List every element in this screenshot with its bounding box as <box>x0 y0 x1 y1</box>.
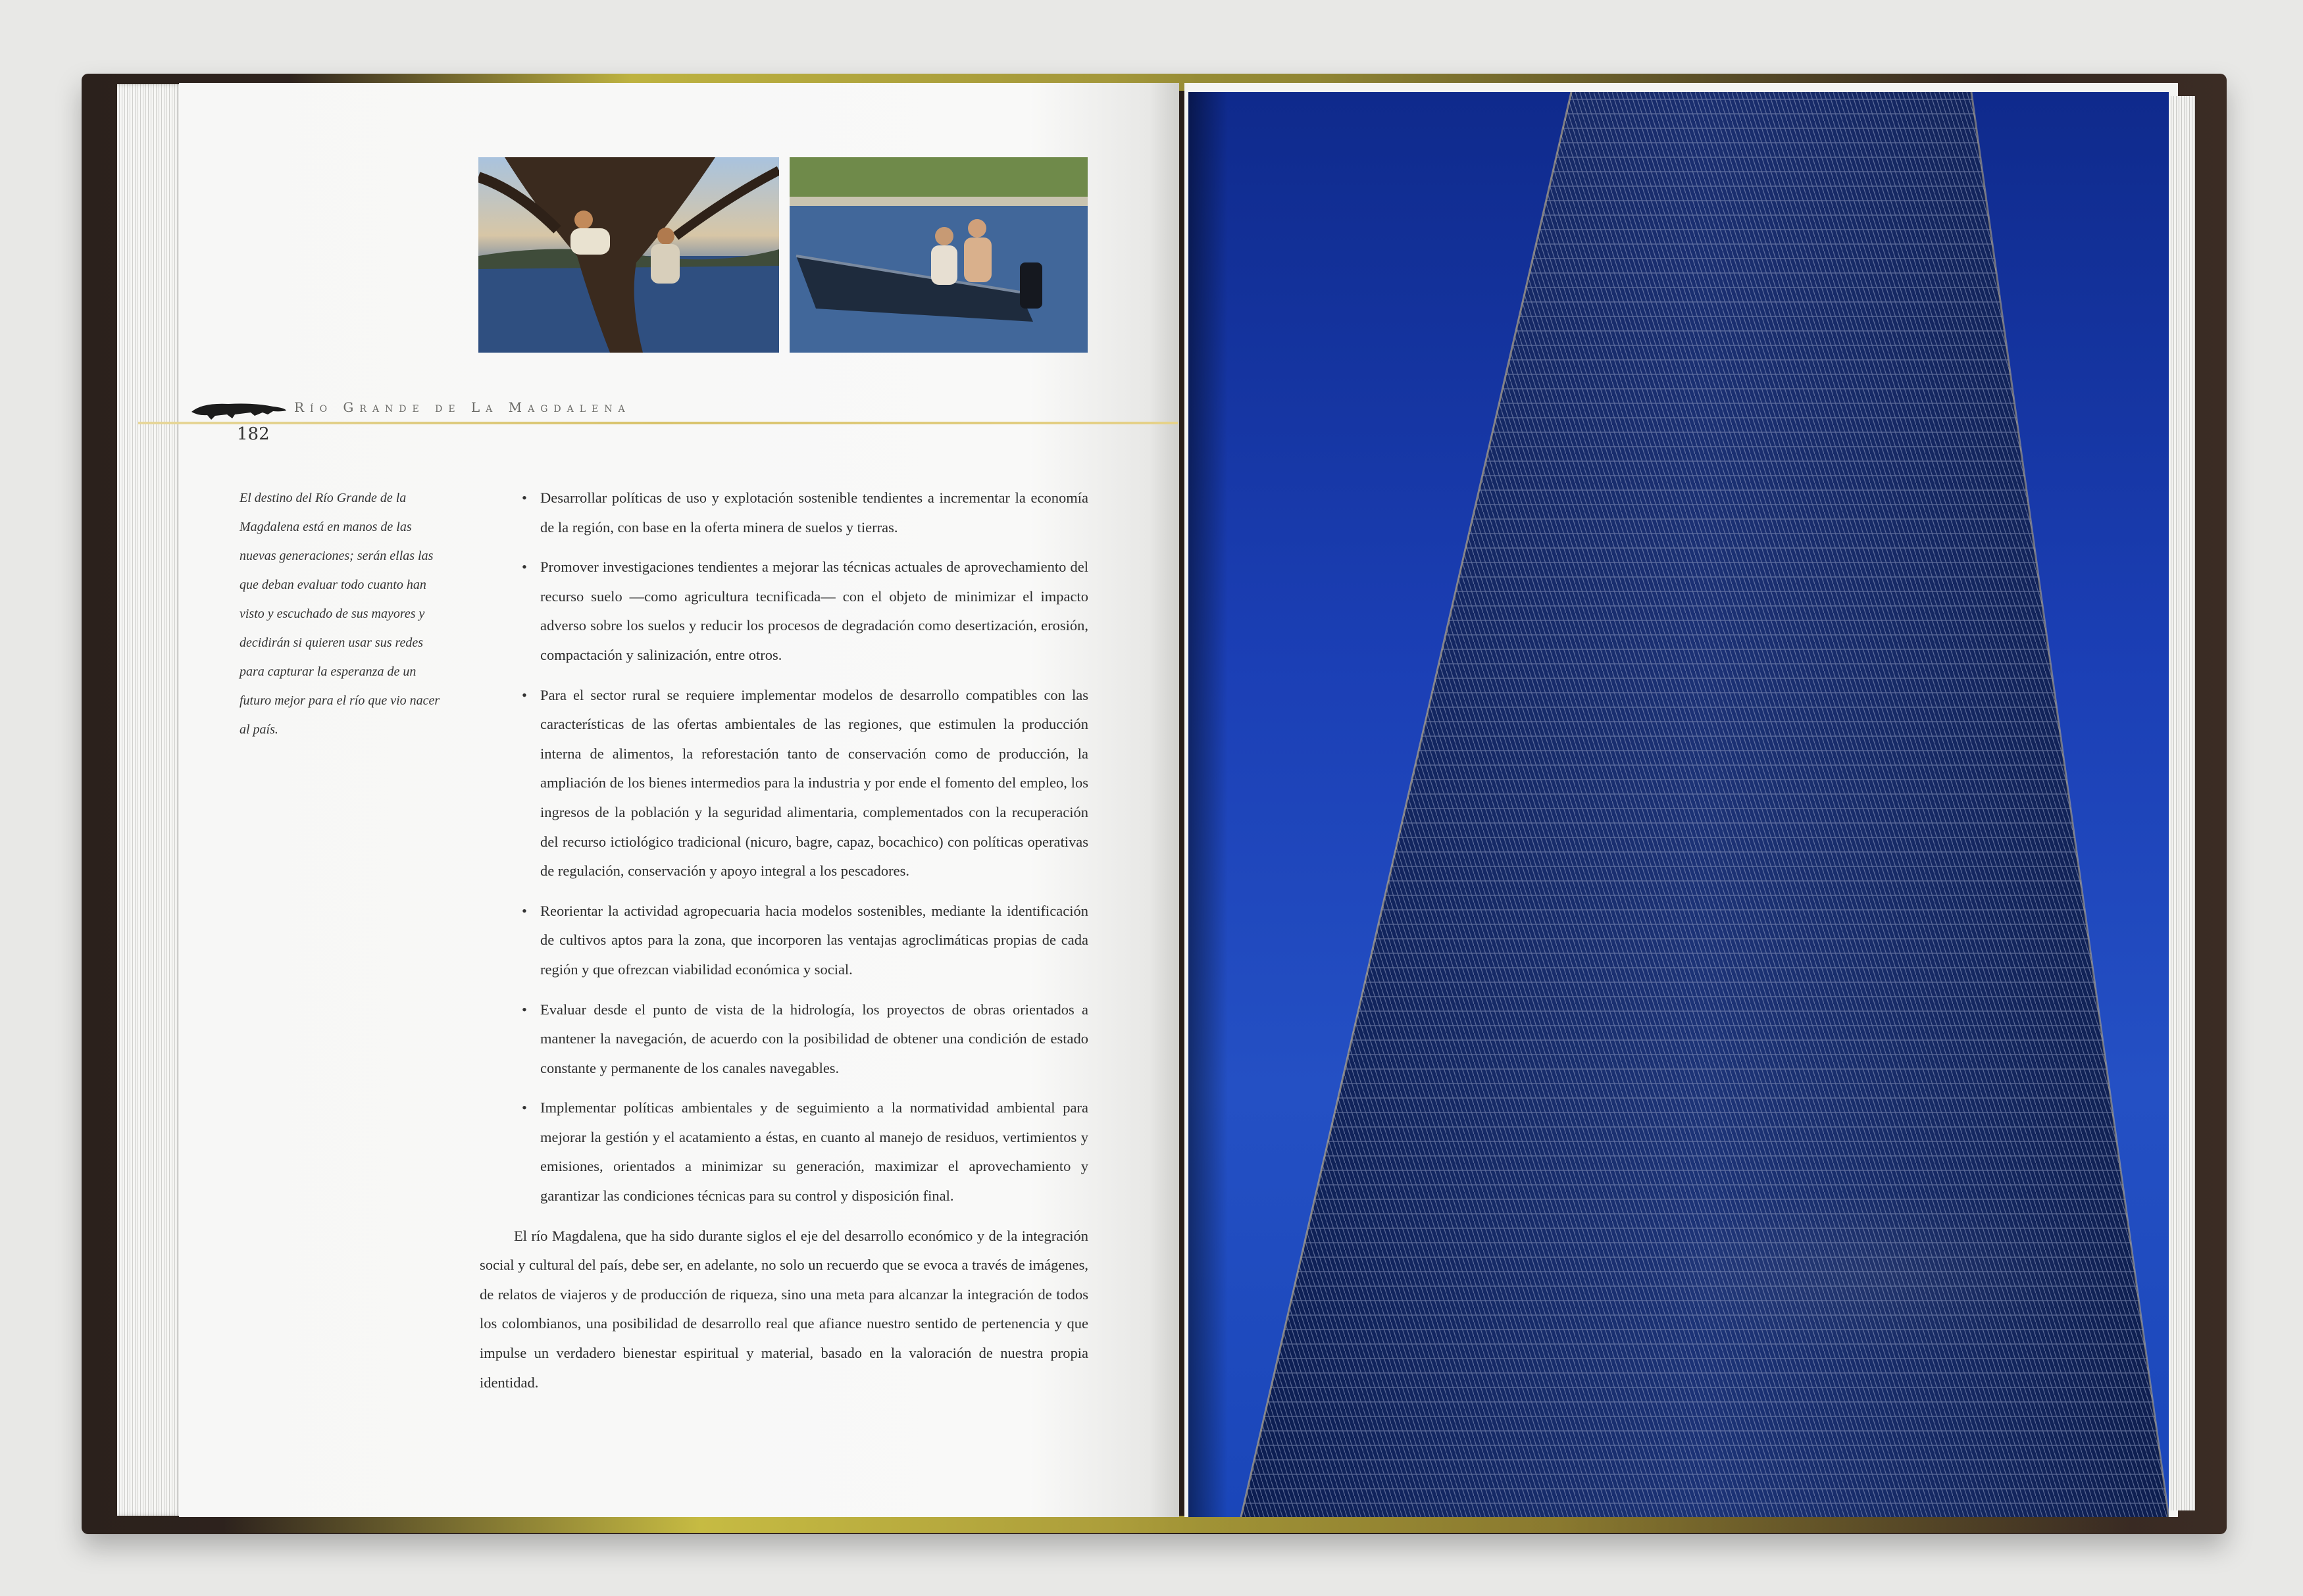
list-item: • Reorientar la actividad agropecuaria hacia modelos sostenibles, mediante la identificación de cultivos aptos para la zona, que incorporen las ventajas agroclimáticas propias de cada región y que ofrezcan viabilidad económica y social. <box>480 897 1088 985</box>
list-item: • Evaluar desde el punto de vista de la hidrología, los proyectos de obras orientados a mantener la navegación, de acuerdo con la posibilidad de obtener una condición de estado constante y permanente de los canales navegables. <box>480 995 1088 1084</box>
cover-highlight-bottom <box>224 1516 2132 1533</box>
list-item: • Promover investigaciones tendientes a mejorar las técnicas actuales de aprovechamiento del recurso suelo —como agricultura tecnificada— con el objeto de minimizar el impacto adverso sobre los suelos y reducir los procesos de degradación como desertización, erosión, compactación y salinización, entre otros. <box>480 553 1088 670</box>
photo-caption <box>240 484 450 744</box>
fishing-net-photo <box>1188 92 2169 1517</box>
page-number: 182 <box>237 424 270 444</box>
body-text <box>480 484 1088 1397</box>
running-header-title: Río Grande de La Magdalena <box>294 399 631 415</box>
list-item: • Implementar políticas ambientales y de seguimiento a la normatividad ambiental para mejorar la gestión y el acatamiento a éstas, en cuanto al manejo de residuos, vertimientos y emisiones, orientados a minimizar su generación, maximizar el aprovechamiento y garantizar las condiciones técnicas para su control y disposición final. <box>480 1093 1088 1210</box>
caption-text: El destino del Río Grande de la Magdalena está en manos de las nuevas generaciones; serán ellas las que deban evaluar todo cuanto han visto y escuchado de sus mayores y decidirán si quieren usar sus redes para capturar la esperanza de un futuro mejor para el río que vio nacer al país. <box>240 491 440 737</box>
closing-paragraph: El río Magdalena, que ha sido durante siglos el eje del desarrollo económico y de la integración social y cultural del país, debe ser, en adelante, no solo un recuerdo que se evoca a través de imágenes, de relatos de viajeros y de producción de riqueza, sino una meta para alcanzar la integración de todos los colombianos, una posibilidad de desarrollo real que afiance nuestro sentido de pertenencia y que impulse un verdadero bienestar espiritual y material, basado en la valoración de nuestra propia identidad. <box>480 1227 1088 1391</box>
gutter-shadow <box>1188 92 1228 1517</box>
header-rule <box>138 422 1178 424</box>
list-item: • Desarrollar políticas de uso y explotación sostenible tendientes a incrementar la economía de la región, con base en la oferta minera de suelos y tierras. <box>480 484 1088 542</box>
page-edges-left <box>117 84 183 1516</box>
bullet-list <box>480 484 1088 1211</box>
caiman-icon <box>189 395 288 422</box>
page-edges-right <box>2169 96 2195 1510</box>
photo-boat-on-river <box>790 157 1088 353</box>
photo-children-in-tree <box>478 157 779 353</box>
list-item: • Para el sector rural se requiere implementar modelos de desarrollo compatibles con las características de las ofertas ambientales de las regiones, que estimulen la producción interna de alimentos, la reforestación tanto de conservación como de producción, la ampliación de los bienes intermedios para la industria y por ende el fomento del empleo, los ingresos de la población y la seguridad alimentaria, complementados con la recuperación del recurso ictiológico tradicional (nicuro, bagre, capaz, bocachico) con políticas operativas de regulación, conservación y apoyo integral a los pescadores. <box>480 681 1088 886</box>
